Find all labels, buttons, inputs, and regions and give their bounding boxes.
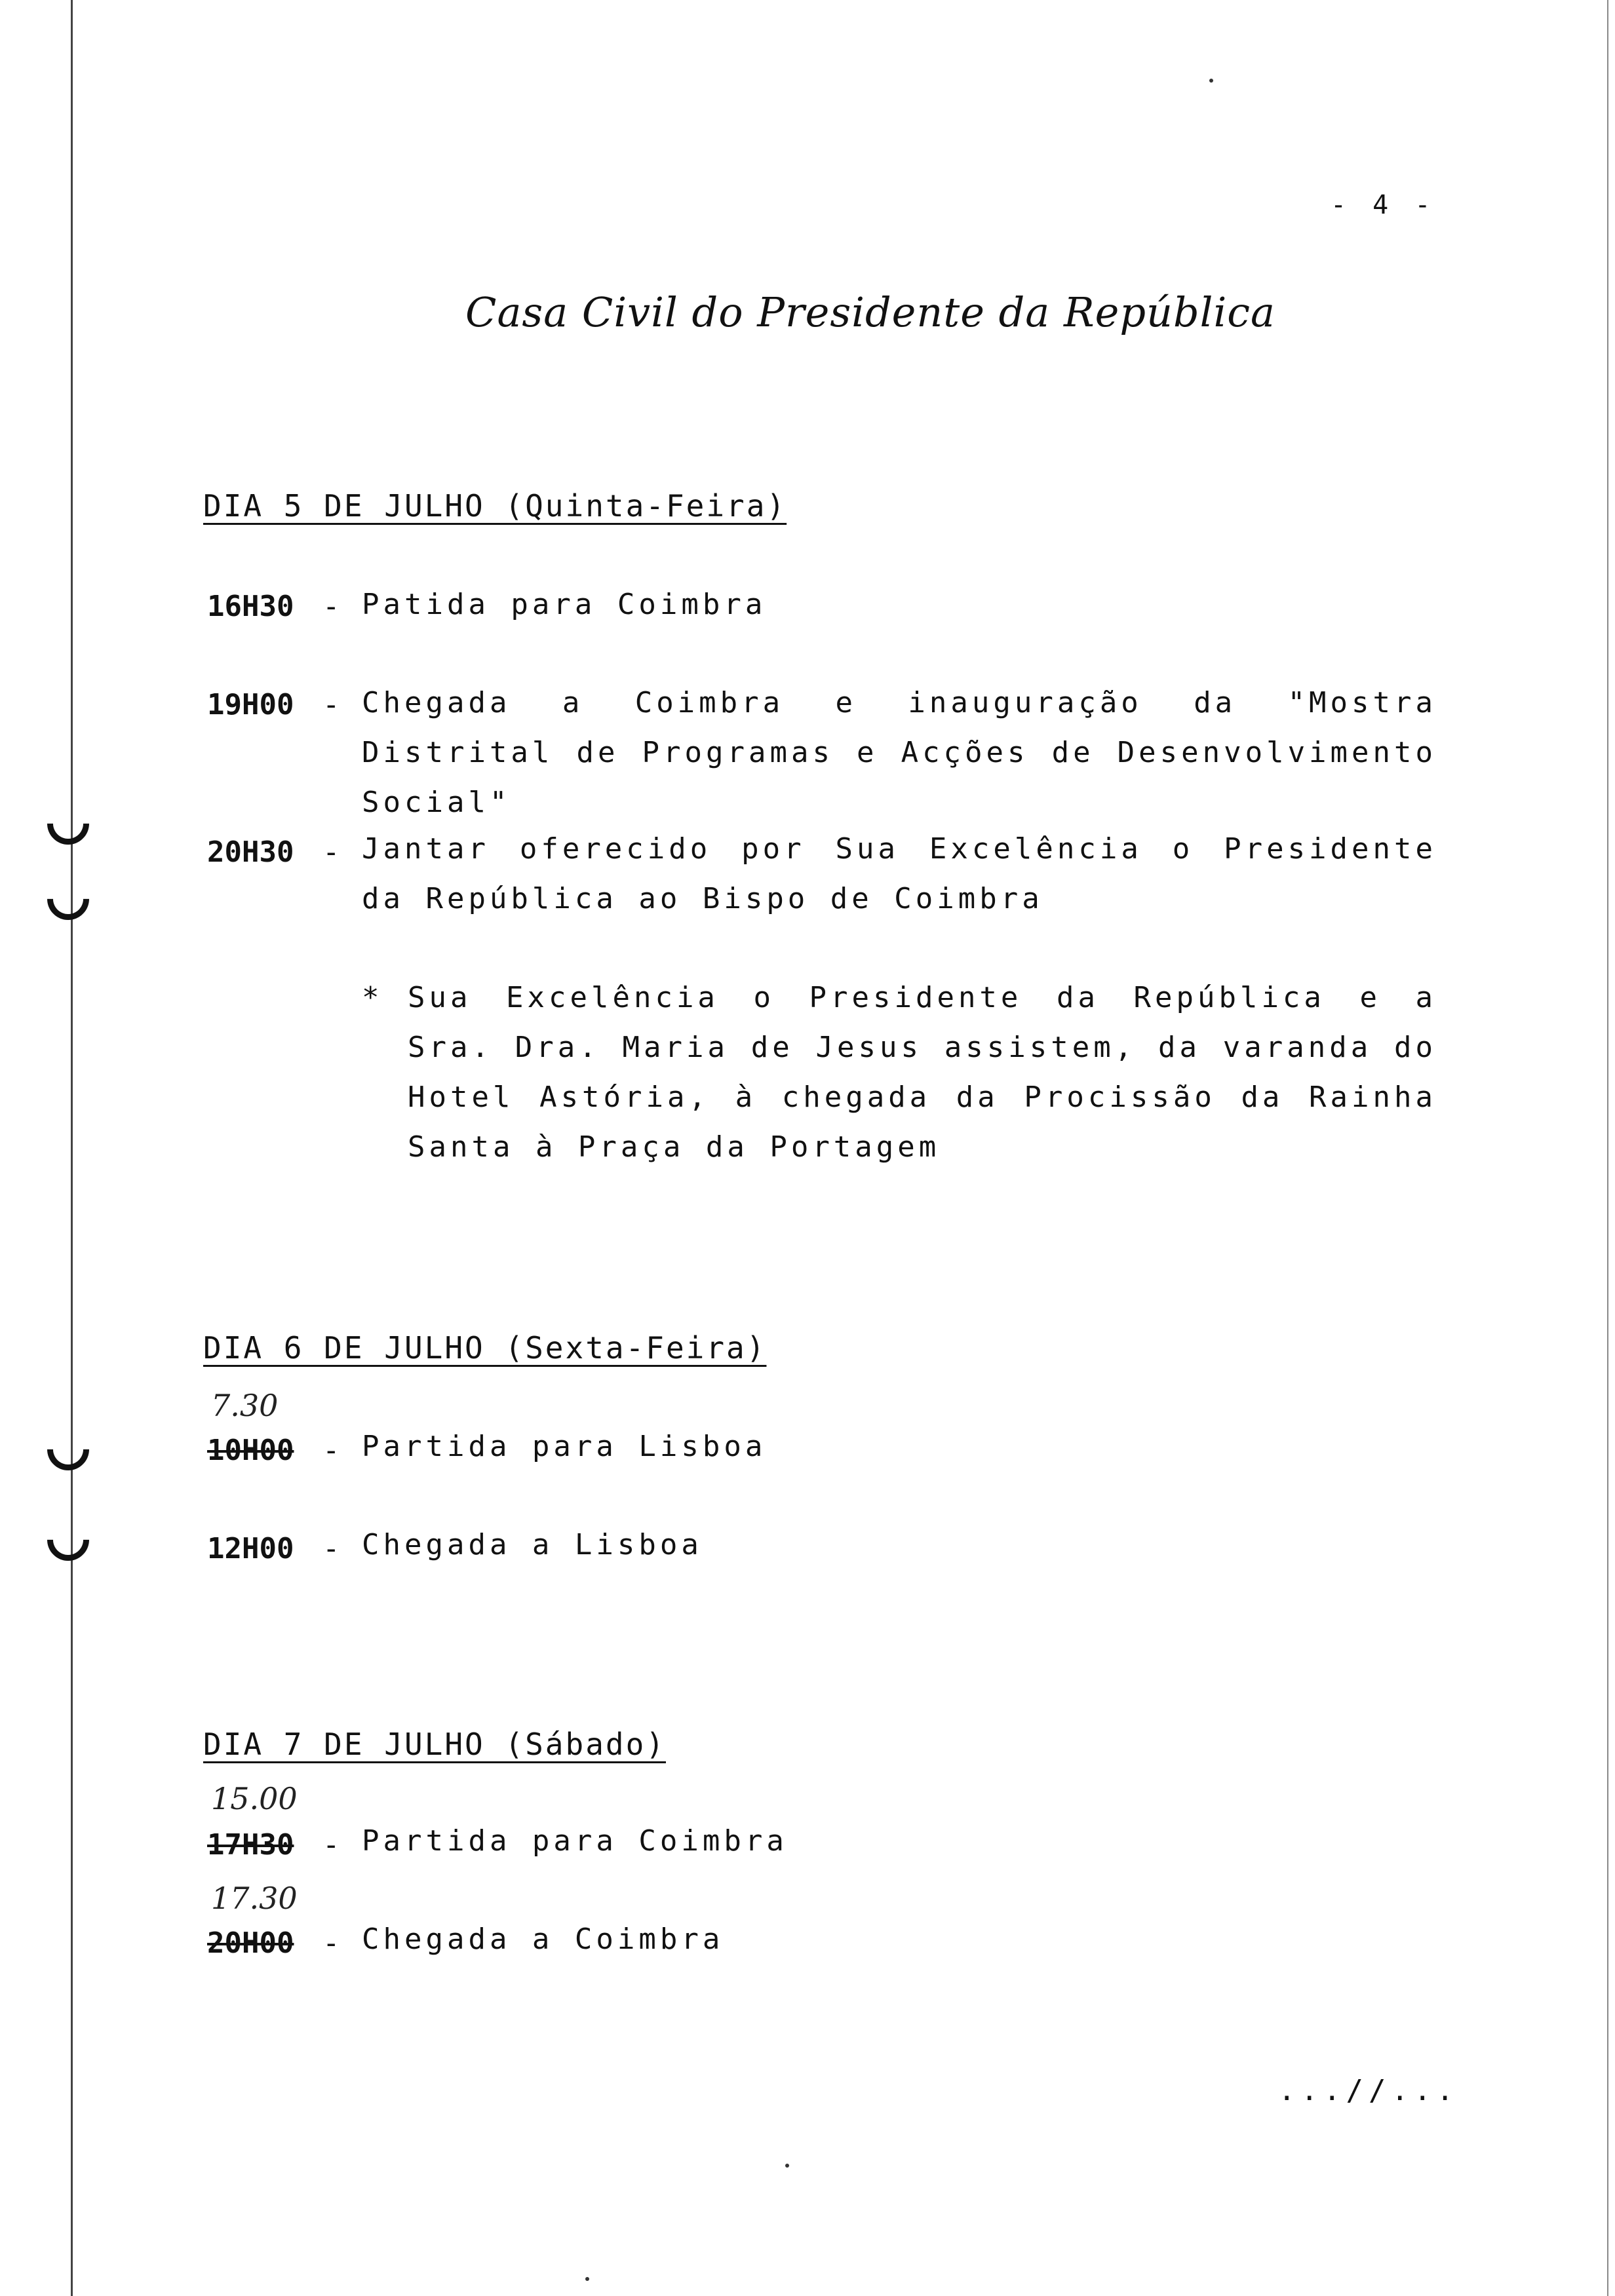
entry-dash: - — [322, 1828, 340, 1862]
entry-dash: - — [322, 590, 340, 623]
entry-time-struck: 17H30 — [207, 1828, 294, 1862]
day-heading-3: DIA 7 DE JULHO (Sábado) — [203, 1727, 666, 1762]
day-heading-1: DIA 5 DE JULHO (Quinta-Feira) — [203, 488, 787, 524]
entry-time: 20H30 — [207, 835, 294, 869]
note-marker: * — [362, 981, 383, 1014]
entry-time-struck: 10H00 — [207, 1434, 294, 1467]
handwritten-time: 7.30 — [211, 1388, 279, 1423]
entry-dash: - — [322, 835, 340, 869]
punch-hole-icon — [39, 1510, 98, 1570]
entry-text: Jantar oferecido por Sua Excelência o Presidente da República ao Bispo de Coimbra — [362, 832, 1437, 915]
punch-hole-icon — [39, 870, 98, 929]
right-margin-line — [1607, 0, 1608, 2296]
entry-time: 12H00 — [207, 1532, 294, 1565]
entry-text: Chegada a Coimbra — [362, 1923, 724, 1956]
entry-text: Partida para Coimbra — [362, 1824, 788, 1858]
entry-text: Patida para Coimbra — [362, 588, 767, 621]
handwritten-time: 17.30 — [211, 1881, 298, 1916]
entry-time-struck: 20H00 — [207, 1926, 294, 1960]
left-margin-line — [71, 0, 73, 2296]
page-number: - 4 - — [1331, 190, 1436, 220]
scan-speck — [785, 2164, 789, 2168]
entry-dash: - — [322, 688, 340, 721]
entry-text: Partida para Lisboa — [362, 1430, 767, 1463]
day-heading-2: DIA 6 DE JULHO (Sexta-Feira) — [203, 1330, 767, 1366]
entry-dash: - — [322, 1532, 340, 1565]
letterhead: Casa Civil do Presidente da República — [465, 288, 1275, 336]
entry-time: 16H30 — [207, 590, 294, 623]
entry-dash: - — [322, 1926, 340, 1960]
continuation-mark: ...//... — [1278, 2074, 1459, 2107]
punch-hole-icon — [39, 794, 98, 854]
punch-hole-icon — [39, 1420, 98, 1480]
scan-speck — [1209, 79, 1213, 83]
note-block — [362, 973, 1437, 1172]
entry-time: 19H00 — [207, 688, 294, 721]
entry-text: Chegada a Coimbra e inauguração da "Mostra Distrital de Programas e Acções de Desenvolvimento Social" — [362, 686, 1437, 819]
scan-speck — [585, 2277, 589, 2281]
handwritten-time: 15.00 — [211, 1781, 298, 1816]
entry-dash: - — [322, 1434, 340, 1467]
entry-text: Chegada a Lisboa — [362, 1528, 703, 1561]
note-text: Sua Excelência o Presidente da República e a Sra. Dra. Maria de Jesus assistem, da varanda do Hotel Astória, à chegada da Procissão da Rainha Santa à Praça da Portagem — [408, 981, 1437, 1164]
